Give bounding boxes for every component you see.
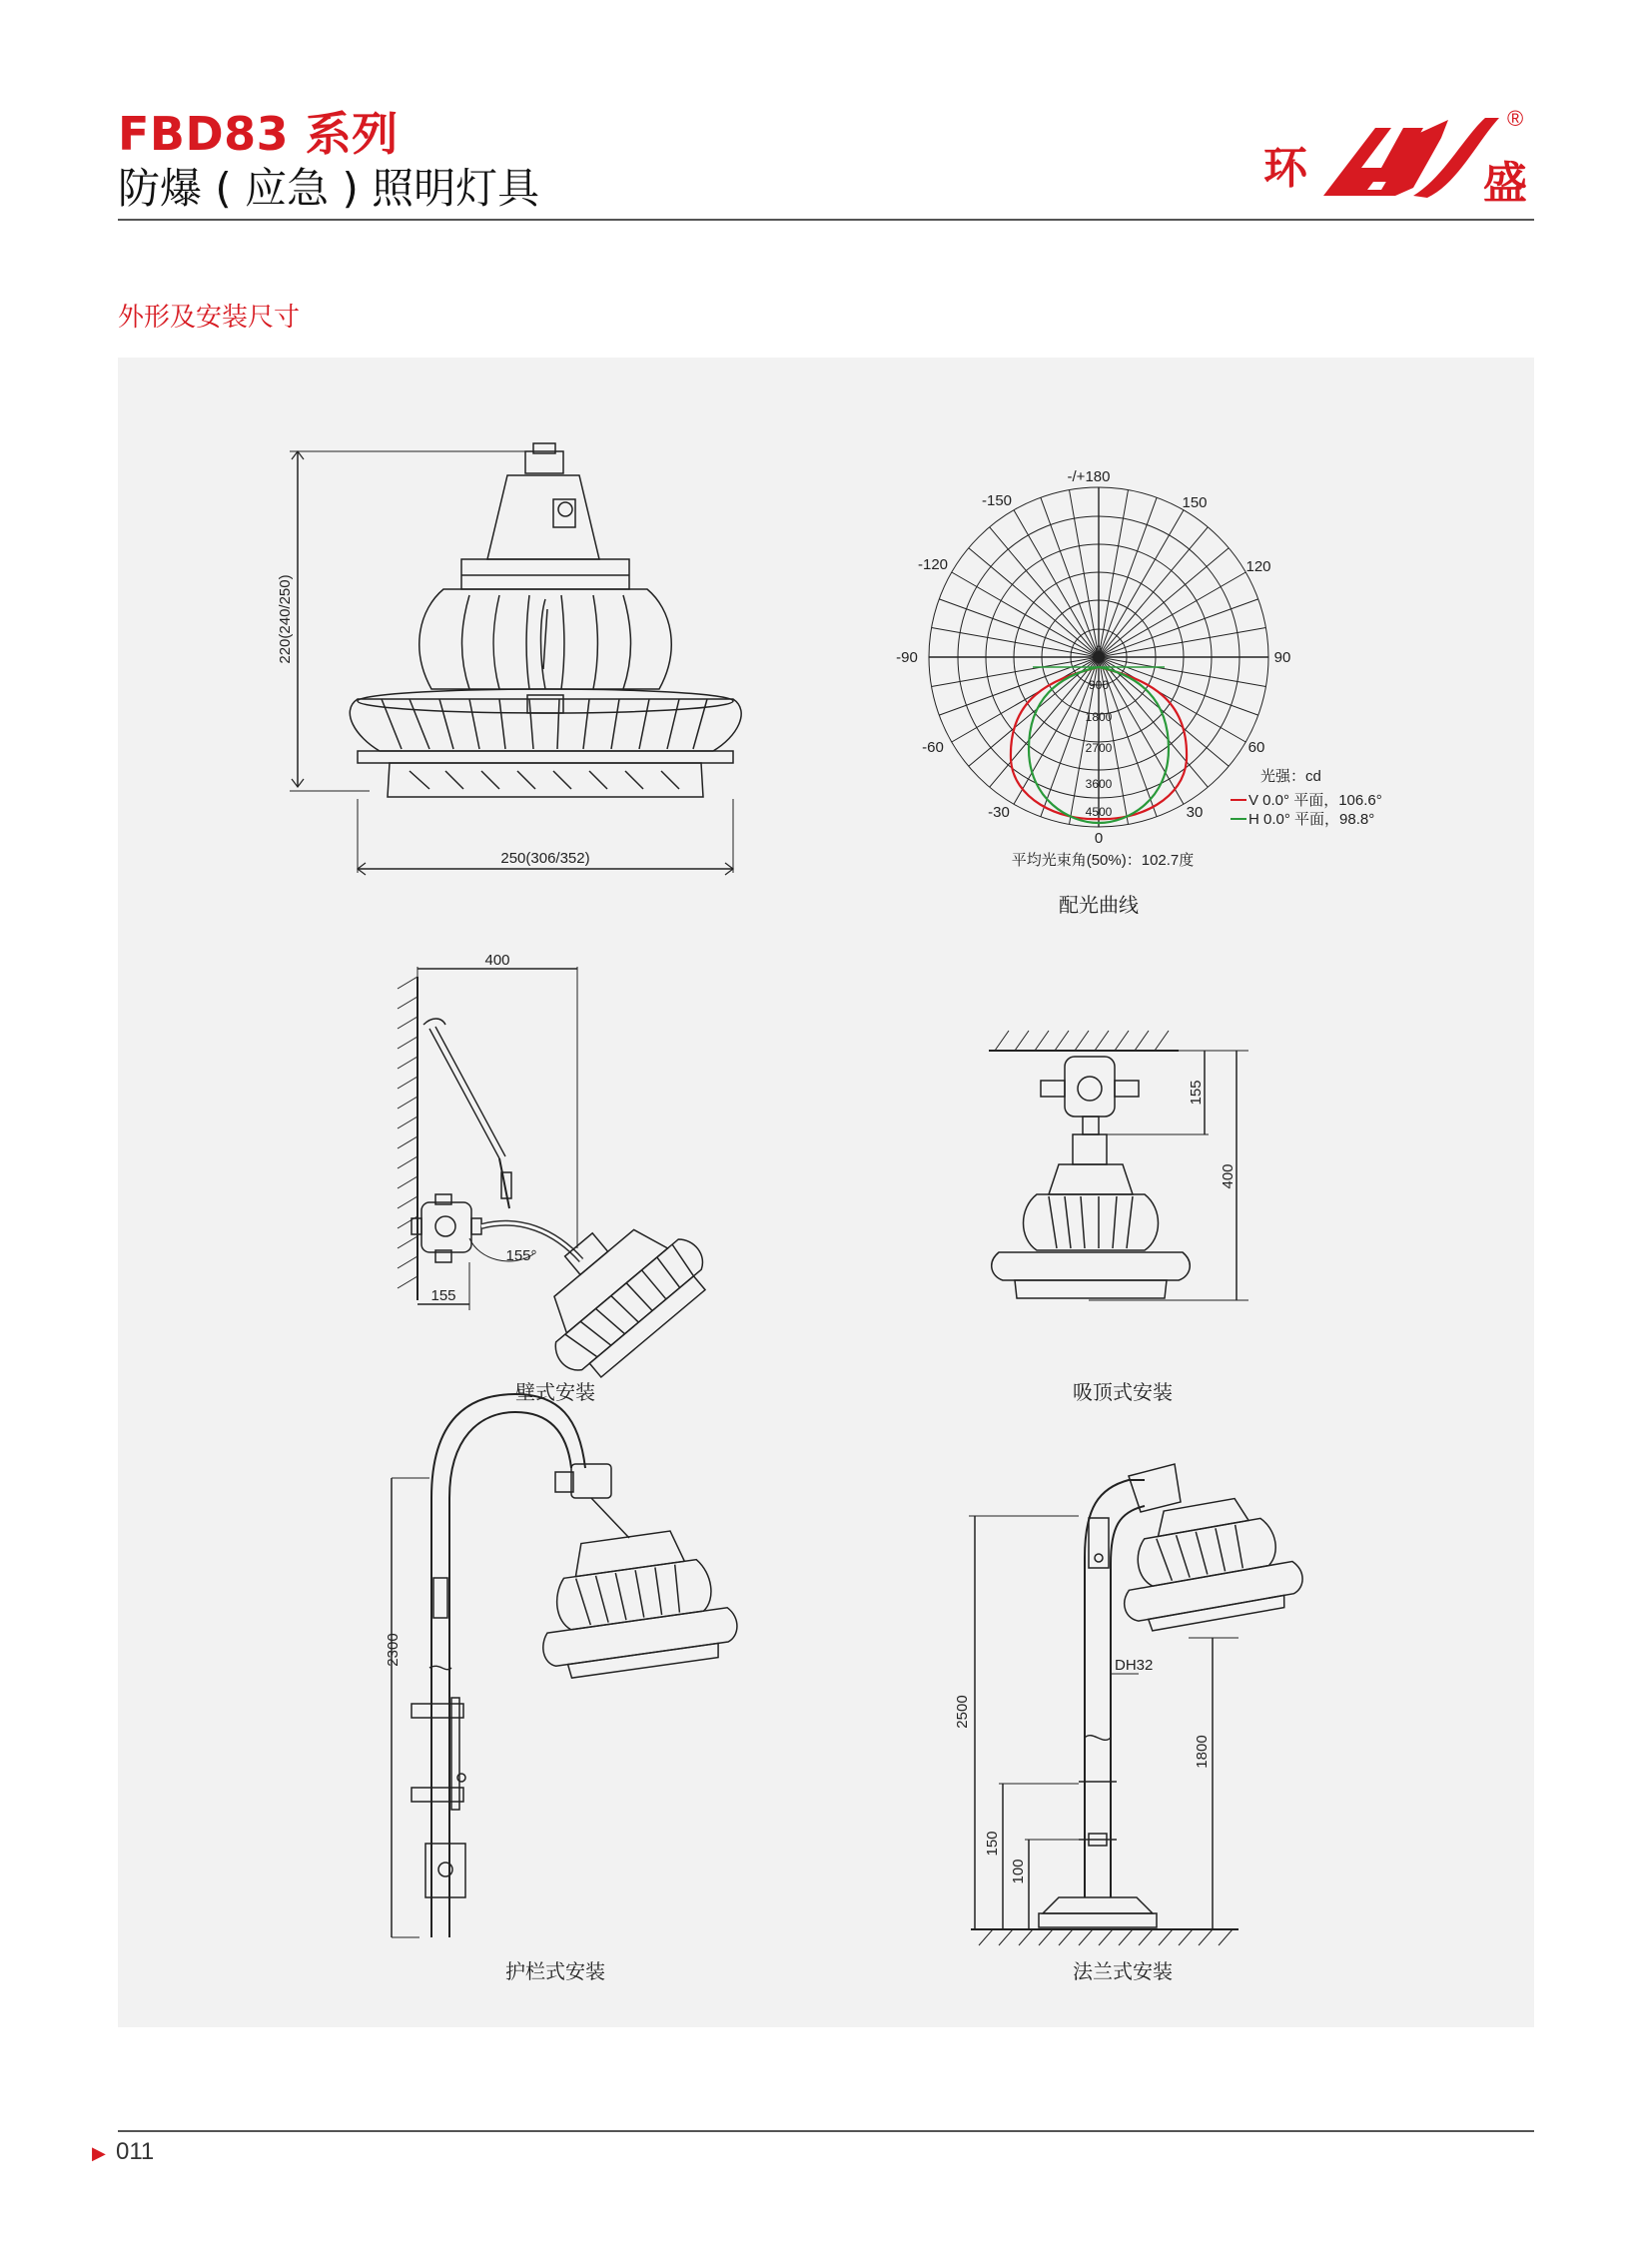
ceiling-dim-total: 400 (1220, 1163, 1237, 1189)
polar-legend-title: 光强：cd (1260, 768, 1321, 785)
registered-mark: ® (1507, 106, 1524, 131)
polar-legend-h: H 0.0° 平面，98.8° (1248, 811, 1375, 828)
flange-dim-pole: 1800 (1194, 1735, 1211, 1769)
wall-dim-top: 400 (484, 952, 510, 969)
polar-label-120: 120 (1245, 558, 1271, 575)
polar-ring-0: 0 (1095, 643, 1103, 657)
wall-caption: 壁式安装 (515, 1380, 595, 1404)
flange-dim-b: 100 (1010, 1859, 1027, 1884)
polar-label-60: 60 (1247, 739, 1265, 756)
polar-diagram (929, 487, 1271, 827)
polar-label-n60: -60 (922, 739, 944, 756)
polar-avg-beam: 平均光束角(50%)：102.7度 (1011, 852, 1195, 869)
polar-label-n120: -120 (917, 556, 949, 573)
polar-label-n30: -30 (988, 804, 1010, 821)
polar-ring-900: 900 (1088, 678, 1110, 692)
series-title: FBD83 系列 (118, 107, 399, 161)
wall-mount-drawing (398, 967, 721, 1390)
flange-caption: 法兰式安装 (1073, 1959, 1173, 1983)
page-arrow-icon: ▶ (92, 2143, 106, 2164)
polar-ring-4500: 4500 (1085, 805, 1113, 819)
polar-caption: 配光曲线 (1059, 893, 1139, 917)
polar-label-0: 0 (1094, 830, 1104, 847)
main-width-label: 250(306/352) (500, 850, 590, 867)
polar-ring-2700: 2700 (1085, 741, 1113, 755)
ceiling-caption: 吸顶式安装 (1073, 1380, 1173, 1404)
main-lamp-drawing (290, 443, 741, 875)
page-number: 011 (116, 2138, 155, 2165)
flange-dim-total: 2500 (954, 1695, 971, 1729)
polar-label-90: 90 (1273, 649, 1291, 666)
logo-right-char: 盛 (1483, 159, 1527, 208)
polar-label-180: -/+180 (1067, 468, 1111, 485)
footer-rule (118, 2130, 1534, 2132)
rail-dim-height: 2300 (385, 1633, 402, 1667)
logo-left-char: 环 (1263, 144, 1307, 193)
section-title: 外形及安装尺寸 (118, 303, 301, 333)
polar-label-n90: -90 (896, 649, 918, 666)
main-height-label: 220(240/250) (277, 574, 294, 664)
polar-label-30: 30 (1186, 804, 1204, 821)
polar-ring-1800: 1800 (1085, 710, 1113, 724)
polar-label-n150: -150 (981, 492, 1013, 509)
rail-mount-drawing (392, 1394, 741, 1937)
product-name: 防爆 ( 应急 ) 照明灯具 (118, 164, 540, 213)
ceiling-mount-drawing (989, 1031, 1248, 1300)
polar-label-150: 150 (1182, 494, 1208, 511)
polar-ring-3600: 3600 (1085, 777, 1113, 791)
wall-dim-bottom: 155 (430, 1287, 456, 1304)
wall-angle: 155° (505, 1247, 537, 1264)
polar-legend-v: V 0.0° 平面，106.6° (1248, 792, 1382, 809)
flange-dim-a: 150 (984, 1831, 1001, 1857)
flange-pipe-label: DH32 (1115, 1657, 1154, 1674)
rail-caption: 护栏式安装 (505, 1959, 605, 1983)
ceiling-dim-small: 155 (1188, 1080, 1205, 1106)
